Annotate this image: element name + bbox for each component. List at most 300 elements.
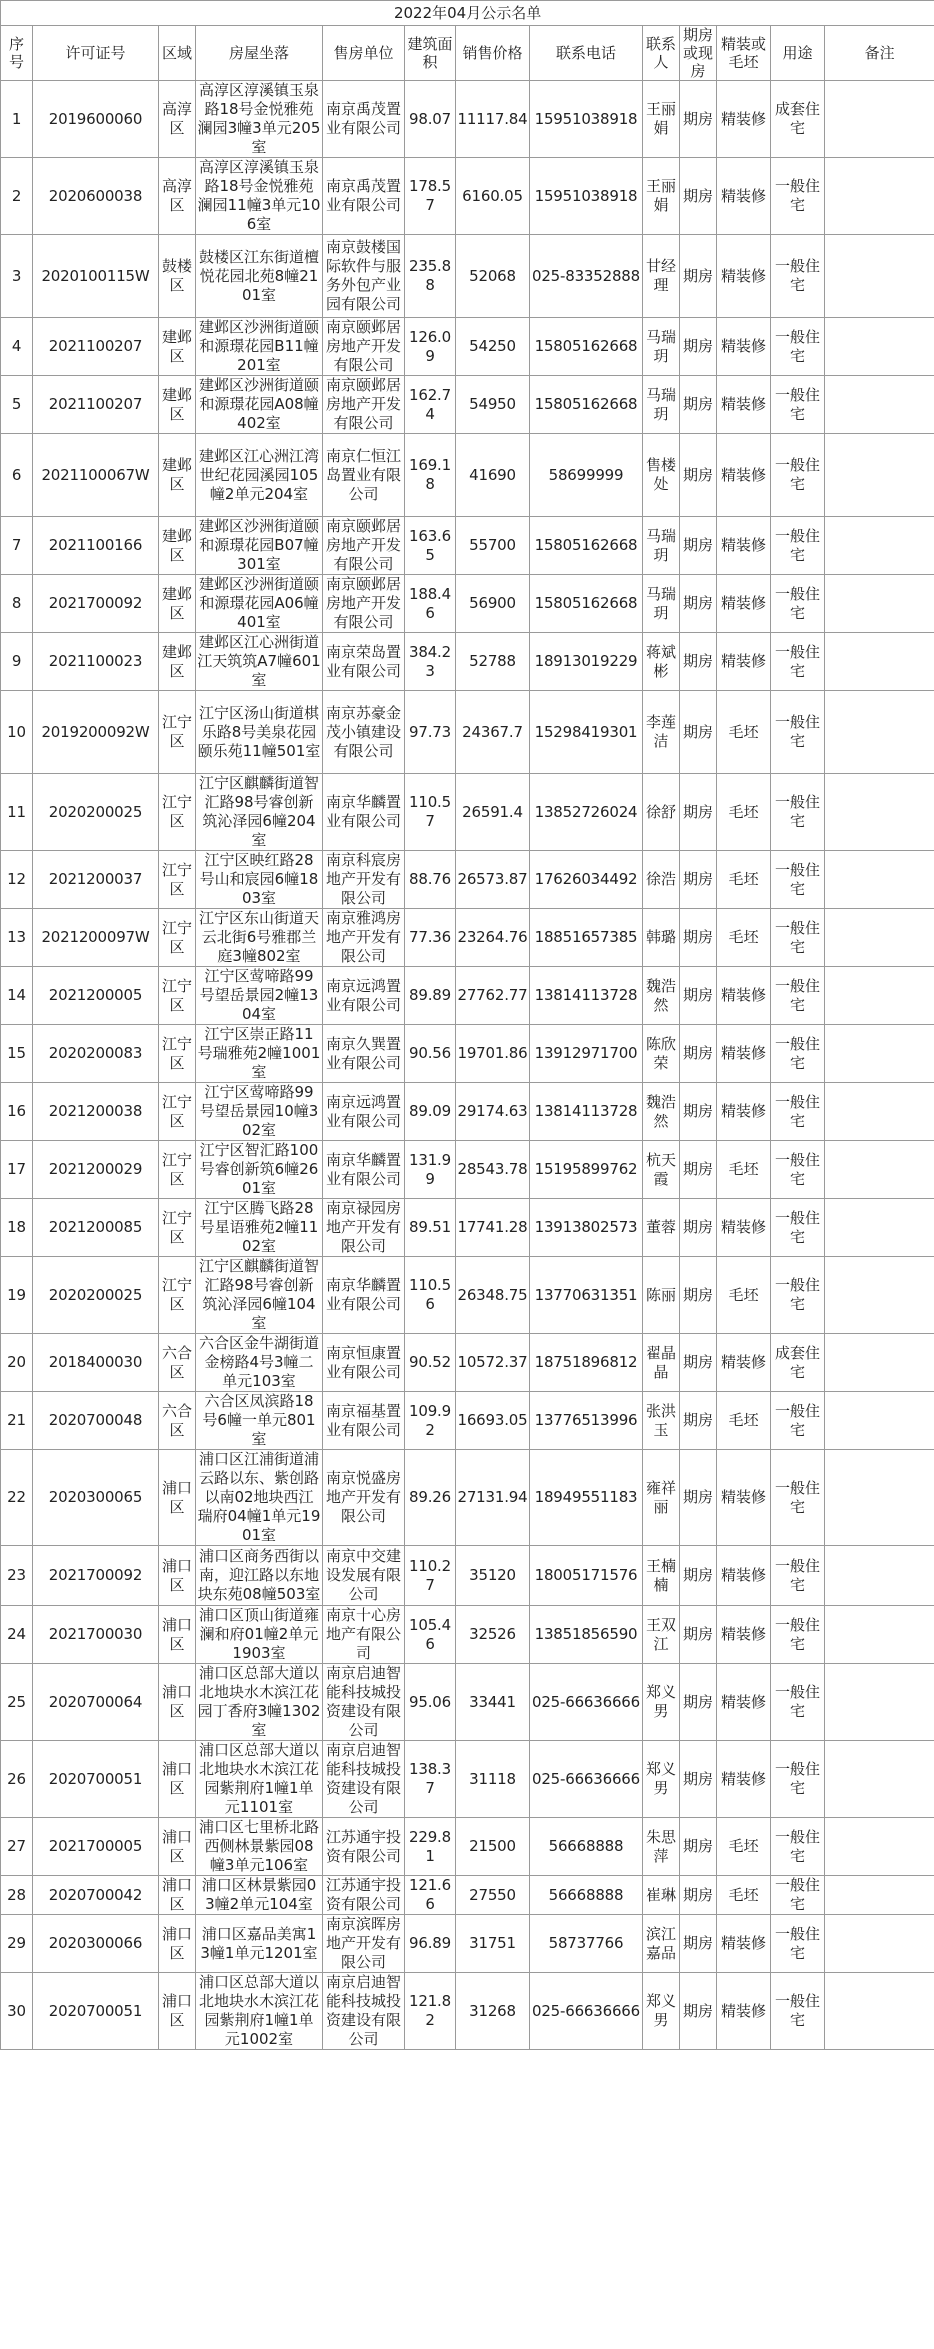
cell-no: 29: [1, 1915, 33, 1973]
cell-price: 27762.77: [456, 967, 530, 1025]
table-row: [1, 691, 934, 774]
cell-seller: 南京久巽置业有限公司: [323, 1025, 405, 1083]
cell-usage: 一般住宅: [771, 691, 825, 774]
cell-seller: 南京仁恒江岛置业有限公司: [323, 434, 405, 517]
cell-phone: 58737766: [530, 1915, 643, 1973]
cell-address: 浦口区江浦街道浦云路以东、紫创路以南02地块西江瑞府04幢1单元1901室: [196, 1450, 323, 1546]
header-seller: 售房单位: [323, 26, 405, 81]
cell-stage: 期房: [680, 851, 717, 909]
cell-no: 25: [1, 1664, 33, 1741]
cell-area: 229.81: [405, 1818, 456, 1876]
cell-area: 109.92: [405, 1392, 456, 1450]
cell-usage: 一般住宅: [771, 376, 825, 434]
cell-price: 31118: [456, 1741, 530, 1818]
cell-stage: 期房: [680, 1083, 717, 1141]
cell-district: 江宁区: [159, 1257, 196, 1334]
cell-seller: 南京荣岛置业有限公司: [323, 633, 405, 691]
cell-no: 4: [1, 318, 33, 376]
cell-address: 建邺区江心洲街道江天筑筑A7幢601室: [197, 633, 321, 689]
cell-area: 131.99: [405, 1141, 456, 1199]
cell-phone: 13851856590: [530, 1606, 643, 1664]
cell-address: 江宁区汤山街道棋乐路8号美泉花园颐乐苑11幢501室: [196, 691, 323, 774]
cell-no: 11: [1, 774, 33, 851]
cell-price: 52788: [456, 633, 530, 691]
cell-area: 90.52: [405, 1334, 456, 1392]
cell-usage: 一般住宅: [771, 1546, 825, 1606]
cell-phone: 13776513996: [530, 1392, 643, 1450]
cell-phone: 13770631351: [530, 1257, 643, 1334]
cell-seller: 南京中交建设发展有限公司: [323, 1546, 405, 1606]
cell-district: 浦口区: [159, 1546, 196, 1606]
table-row: [1, 318, 934, 376]
cell-contact: 张洪玉: [643, 1392, 680, 1450]
table-row: [1, 1664, 934, 1741]
cell-phone: 15805162668: [530, 517, 643, 575]
cell-contact: 王丽娟: [643, 158, 680, 235]
cell-finish: 精装修: [717, 1334, 771, 1392]
cell-finish: 毛坯: [717, 851, 771, 909]
cell-district: 高淳区: [159, 81, 196, 158]
table-row: [1, 1546, 934, 1606]
cell-no: 5: [1, 376, 33, 434]
cell-stage: 期房: [680, 1199, 717, 1257]
cell-address: 六合区金牛湖街道金榜路4号3幢二单元103室: [196, 1334, 323, 1392]
cell-usage: 一般住宅: [771, 1450, 825, 1546]
cell-no: 14: [1, 967, 33, 1025]
cell-no: 7: [1, 517, 33, 575]
cell-stage: 期房: [680, 1876, 717, 1915]
cell-contact: 杭天霞: [643, 1141, 680, 1199]
cell-usage: 一般住宅: [771, 1818, 825, 1876]
cell-stage: 期房: [680, 1741, 717, 1818]
cell-no: 28: [1, 1876, 33, 1915]
cell-contact: 王双江: [643, 1606, 680, 1664]
cell-usage: 一般住宅: [771, 575, 825, 633]
cell-area: 77.36: [405, 909, 456, 967]
cell-area: 110.57: [405, 774, 456, 851]
cell-stage: 期房: [680, 1025, 717, 1083]
cell-note: [825, 1199, 934, 1257]
cell-no: 16: [1, 1083, 33, 1141]
cell-address: 建邺区沙洲街道颐和源璟花园B07幢301室: [196, 517, 323, 575]
cell-stage: 期房: [680, 517, 717, 575]
cell-stage: 期房: [680, 1606, 717, 1664]
cell-area: 126.09: [405, 318, 456, 376]
cell-usage: 一般住宅: [771, 851, 825, 909]
cell-no: 6: [1, 434, 33, 517]
header-area: 建筑面积: [405, 26, 456, 81]
cell-contact: 郑义男: [643, 1973, 680, 2050]
cell-no: 2: [1, 158, 33, 235]
cell-address: 江宁区映红路28号山和宸园6幢1803室: [196, 851, 323, 909]
cell-area: 88.76: [405, 851, 456, 909]
cell-contact: 售楼处: [643, 434, 680, 517]
cell-address: 鼓楼区江东街道檀悦花园北苑8幢2101室: [196, 235, 323, 318]
cell-contact: 魏浩然: [643, 967, 680, 1025]
cell-price: 17741.28: [456, 1199, 530, 1257]
cell-finish: 精装修: [717, 517, 771, 575]
cell-seller: 南京启迪智能科技城投资建设有限公司: [323, 1973, 405, 2050]
cell-price: 27550: [456, 1876, 530, 1915]
table-row: [1, 1199, 934, 1257]
cell-district: 六合区: [159, 1392, 196, 1450]
cell-stage: 期房: [680, 235, 717, 318]
cell-phone: 15805162668: [530, 318, 643, 376]
cell-address: 六合区凤滨路18号6幢一单元801室: [196, 1392, 323, 1450]
cell-usage: 一般住宅: [771, 909, 825, 967]
cell-phone: 18751896812: [530, 1334, 643, 1392]
cell-contact: 韩璐: [643, 909, 680, 967]
cell-usage: 一般住宅: [771, 318, 825, 376]
cell-address: 浦口区总部大道以北地块水木滨江花园紫荆府1幢1单元1002室: [196, 1973, 323, 2050]
cell-note: [825, 318, 934, 376]
cell-note: [825, 967, 934, 1025]
cell-note: [825, 774, 934, 851]
table-row: [1, 633, 934, 691]
cell-no: 13: [1, 909, 33, 967]
cell-price: 56900: [456, 575, 530, 633]
cell-usage: 一般住宅: [771, 517, 825, 575]
cell-price: 55700: [456, 517, 530, 575]
cell-contact: 马瑞玥: [643, 575, 680, 633]
cell-district: 高淳区: [159, 158, 196, 235]
cell-usage: 一般住宅: [771, 1141, 825, 1199]
cell-note: [825, 691, 934, 774]
cell-finish: 毛坯: [717, 1392, 771, 1450]
cell-no: 1: [1, 81, 33, 158]
header-row: [1, 26, 934, 81]
cell-price: 23264.76: [456, 909, 530, 967]
cell-contact: 马瑞玥: [643, 517, 680, 575]
cell-address: 江宁区麒麟街道智汇路98号睿创新筑沁泽园6幢204室: [196, 774, 323, 851]
cell-phone: 15805162668: [530, 575, 643, 633]
cell-phone: 025-66636666: [530, 1741, 643, 1818]
cell-usage: 一般住宅: [771, 1664, 825, 1741]
cell-price: 11117.84: [456, 81, 530, 158]
cell-note: [825, 376, 934, 434]
cell-note: [825, 851, 934, 909]
cell-usage: 一般住宅: [771, 1973, 825, 2050]
header-no: 序号: [1, 26, 33, 81]
table-row: [1, 774, 934, 851]
cell-usage: 一般住宅: [771, 235, 825, 318]
cell-price: 6160.05: [456, 158, 530, 235]
cell-area: 110.27: [405, 1546, 456, 1606]
table-title: 2022年04月公示名单: [1, 1, 934, 26]
cell-contact: 马瑞玥: [643, 318, 680, 376]
cell-stage: 期房: [680, 909, 717, 967]
cell-district: 江宁区: [159, 1083, 196, 1141]
table-row: [1, 158, 934, 235]
cell-stage: 期房: [680, 1141, 717, 1199]
cell-contact: 崔琳: [643, 1876, 680, 1915]
cell-area: 97.73: [405, 691, 456, 774]
cell-usage: 一般住宅: [771, 1915, 825, 1973]
cell-price: 54250: [456, 318, 530, 376]
cell-stage: 期房: [680, 774, 717, 851]
cell-stage: 期房: [680, 376, 717, 434]
cell-price: 32526: [456, 1606, 530, 1664]
cell-license: 2020600038: [33, 158, 159, 235]
cell-area: 121.82: [405, 1973, 456, 2050]
cell-usage: 一般住宅: [771, 774, 825, 851]
cell-seller: 南京华麟置业有限公司: [323, 1257, 405, 1334]
cell-no: 27: [1, 1818, 33, 1876]
cell-stage: 期房: [680, 1257, 717, 1334]
header-contact: 联系人: [643, 26, 680, 81]
cell-phone: 56668888: [530, 1876, 643, 1915]
cell-price: 27131.94: [456, 1450, 530, 1546]
cell-address: 江宁区腾飞路28号星语雅苑2幢1102室: [196, 1199, 323, 1257]
cell-district: 建邺区: [159, 318, 196, 376]
cell-address: 建邺区沙洲街道颐和源璟花园A08幢402室: [196, 376, 323, 434]
cell-district: 建邺区: [159, 575, 196, 633]
cell-license: 2020100115W: [33, 235, 159, 318]
cell-finish: 毛坯: [717, 774, 771, 851]
cell-license: 2021100023: [33, 633, 159, 691]
cell-price: 28543.78: [456, 1141, 530, 1199]
cell-note: [825, 1973, 934, 2050]
cell-no: 22: [1, 1450, 33, 1546]
cell-finish: 精装修: [717, 1083, 771, 1141]
cell-phone: 18851657385: [530, 909, 643, 967]
cell-contact: 蒋斌彬: [643, 633, 680, 691]
cell-contact: 滨江嘉品: [643, 1915, 680, 1973]
cell-stage: 期房: [680, 967, 717, 1025]
table-row: [1, 1083, 934, 1141]
cell-seller: 南京颐邺居房地产开发有限公司: [323, 517, 405, 575]
cell-finish: 精装修: [717, 376, 771, 434]
cell-area: 121.66: [405, 1876, 456, 1915]
cell-district: 江宁区: [159, 774, 196, 851]
cell-note: [825, 1141, 934, 1199]
cell-seller: 南京华麟置业有限公司: [323, 774, 405, 851]
cell-stage: 期房: [680, 1334, 717, 1392]
cell-district: 江宁区: [159, 909, 196, 967]
table-row: [1, 967, 934, 1025]
cell-seller: 南京雅鸿房地产开发有限公司: [323, 909, 405, 967]
cell-finish: 精装修: [717, 235, 771, 318]
header-stage: 期房或现房: [680, 26, 717, 81]
cell-license: 2019600060: [33, 81, 159, 158]
cell-district: 江宁区: [159, 967, 196, 1025]
cell-price: 29174.63: [456, 1083, 530, 1141]
cell-note: [825, 434, 934, 517]
cell-usage: 一般住宅: [771, 1606, 825, 1664]
cell-district: 浦口区: [159, 1450, 196, 1546]
table-row: [1, 1392, 934, 1450]
cell-phone: 13913802573: [530, 1199, 643, 1257]
cell-license: 2021200029: [33, 1141, 159, 1199]
table-row: [1, 517, 934, 575]
header-price: 销售价格: [456, 26, 530, 81]
cell-note: [825, 158, 934, 235]
cell-license: 2020300066: [33, 1915, 159, 1973]
cell-price: 33441: [456, 1664, 530, 1741]
cell-phone: 15951038918: [530, 158, 643, 235]
cell-address: 建邺区沙洲街道颐和源璟花园B11幢201室: [196, 318, 323, 376]
cell-license: 2021100207: [33, 376, 159, 434]
cell-note: [825, 1741, 934, 1818]
cell-no: 3: [1, 235, 33, 318]
cell-area: 384.23: [405, 633, 456, 691]
cell-finish: 精装修: [717, 318, 771, 376]
cell-stage: 期房: [680, 691, 717, 774]
cell-license: 2021200038: [33, 1083, 159, 1141]
cell-stage: 期房: [680, 1818, 717, 1876]
cell-license: 2020700051: [33, 1741, 159, 1818]
cell-license: 2021200005: [33, 967, 159, 1025]
cell-price: 31268: [456, 1973, 530, 2050]
cell-seller: 南京福基置业有限公司: [323, 1392, 405, 1450]
table-row: [1, 376, 934, 434]
cell-area: 98.07: [405, 81, 456, 158]
cell-seller: 南京颐邺居房地产开发有限公司: [323, 376, 405, 434]
cell-stage: 期房: [680, 1392, 717, 1450]
cell-finish: 精装修: [717, 1915, 771, 1973]
table-row: [1, 434, 934, 517]
cell-phone: 13814113728: [530, 1083, 643, 1141]
cell-area: 138.37: [405, 1741, 456, 1818]
header-note: 备注: [825, 26, 934, 81]
table-row: [1, 1876, 934, 1915]
cell-address: 江宁区莺啼路99号望岳景园10幢302室: [196, 1083, 323, 1141]
cell-address: 高淳区淳溪镇玉泉路18号金悦雅苑澜园3幢3单元205室: [196, 81, 323, 158]
cell-phone: 13852726024: [530, 774, 643, 851]
cell-district: 浦口区: [159, 1606, 196, 1664]
cell-phone: 18949551183: [530, 1450, 643, 1546]
cell-contact: 董蓉: [643, 1199, 680, 1257]
cell-no: 26: [1, 1741, 33, 1818]
cell-license: 2021100067W: [33, 434, 159, 517]
cell-contact: 朱思萍: [643, 1818, 680, 1876]
cell-note: [825, 1257, 934, 1334]
cell-seller: 南京十心房地产有限公司: [323, 1606, 405, 1664]
cell-phone: 18913019229: [530, 633, 643, 691]
cell-finish: 毛坯: [717, 1141, 771, 1199]
cell-finish: 精装修: [717, 1199, 771, 1257]
cell-address: 高淳区淳溪镇玉泉路18号金悦雅苑 澜园11幢3单元106室: [196, 158, 323, 235]
cell-contact: 雍祥丽: [643, 1450, 680, 1546]
cell-phone: 18005171576: [530, 1546, 643, 1606]
cell-price: 54950: [456, 376, 530, 434]
cell-area: 95.06: [405, 1664, 456, 1741]
cell-district: 浦口区: [159, 1915, 196, 1973]
cell-district: 浦口区: [159, 1741, 196, 1818]
table-row: [1, 1915, 934, 1973]
cell-license: 2020700051: [33, 1973, 159, 2050]
cell-price: 31751: [456, 1915, 530, 1973]
cell-usage: 一般住宅: [771, 158, 825, 235]
cell-no: 15: [1, 1025, 33, 1083]
cell-usage: 一般住宅: [771, 434, 825, 517]
cell-note: [825, 81, 934, 158]
cell-price: 26573.87: [456, 851, 530, 909]
cell-price: 41690: [456, 434, 530, 517]
cell-contact: 郑义男: [643, 1664, 680, 1741]
cell-seller: 南京颐邺居房地产开发有限公司: [323, 575, 405, 633]
cell-license: 2021200085: [33, 1199, 159, 1257]
cell-area: 89.51: [405, 1199, 456, 1257]
cell-seller: 江苏通宇投资有限公司: [323, 1876, 405, 1915]
cell-no: 9: [1, 633, 33, 691]
table-row: [1, 1818, 934, 1876]
cell-seller: 江苏通宇投资有限公司: [323, 1818, 405, 1876]
table-row: [1, 1973, 934, 2050]
cell-address: 浦口区顶山街道雍澜和府01幢2单元1903室: [196, 1606, 323, 1664]
cell-no: 21: [1, 1392, 33, 1450]
cell-address: 浦口区总部大道以北地块水木滨江花园紫荆府1幢1单元1101室: [196, 1741, 323, 1818]
cell-seller: 南京科宸房地产开发有限公司: [323, 851, 405, 909]
cell-address: 江宁区麒麟街道智汇路98号睿创新筑沁泽园6幢104室: [196, 1257, 323, 1334]
cell-seller: 南京苏豪金茂小镇建设有限公司: [323, 691, 405, 774]
cell-note: [825, 1818, 934, 1876]
cell-license: 2021700092: [33, 575, 159, 633]
cell-area: 169.18: [405, 434, 456, 517]
table-row: [1, 235, 934, 318]
cell-license: 2020200083: [33, 1025, 159, 1083]
cell-address: 江宁区崇正路11号瑞雅苑2幢1001室: [196, 1025, 323, 1083]
cell-usage: 一般住宅: [771, 1025, 825, 1083]
cell-address: 浦口区七里桥北路西侧林景紫园08幢3单元106室: [196, 1818, 323, 1876]
cell-contact: 陈丽: [643, 1257, 680, 1334]
cell-area: 110.56: [405, 1257, 456, 1334]
cell-phone: 025-66636666: [530, 1973, 643, 2050]
cell-license: 2021200097W: [33, 909, 159, 967]
cell-district: 浦口区: [159, 1664, 196, 1741]
table-row: [1, 575, 934, 633]
cell-license: 2021100207: [33, 318, 159, 376]
cell-note: [825, 909, 934, 967]
cell-district: 浦口区: [159, 1818, 196, 1876]
cell-stage: 期房: [680, 318, 717, 376]
table-row: [1, 1606, 934, 1664]
cell-phone: 15805162668: [530, 376, 643, 434]
cell-address: 江宁区智汇路100号睿创新筑6幢2601室: [196, 1141, 323, 1199]
cell-note: [825, 1876, 934, 1915]
cell-area: 96.89: [405, 1915, 456, 1973]
cell-finish: 精装修: [717, 1664, 771, 1741]
cell-contact: 魏浩然: [643, 1083, 680, 1141]
cell-no: 8: [1, 575, 33, 633]
cell-stage: 期房: [680, 158, 717, 235]
cell-area: 89.26: [405, 1450, 456, 1546]
cell-contact: 徐舒: [643, 774, 680, 851]
cell-license: 2020300065: [33, 1450, 159, 1546]
cell-phone: 15298419301: [530, 691, 643, 774]
cell-district: 鼓楼区: [159, 235, 196, 318]
cell-address: 江宁区东山街道天云北街6号雅郡兰庭3幢802室: [196, 909, 323, 967]
cell-license: 2018400030: [33, 1334, 159, 1392]
cell-stage: 期房: [680, 1450, 717, 1546]
cell-license: 2020700064: [33, 1664, 159, 1741]
cell-seller: 南京颐邺居房地产开发有限公司: [323, 318, 405, 376]
cell-price: 52068: [456, 235, 530, 318]
cell-phone: 58699999: [530, 434, 643, 517]
cell-seller: 南京恒康置业有限公司: [323, 1334, 405, 1392]
cell-address: 江宁区莺啼路99号望岳景园2幢1304室: [196, 967, 323, 1025]
cell-contact: 马瑞玥: [643, 376, 680, 434]
cell-note: [825, 575, 934, 633]
cell-finish: 精装修: [717, 967, 771, 1025]
cell-note: [825, 1392, 934, 1450]
cell-district: 浦口区: [159, 1973, 196, 2050]
cell-usage: 一般住宅: [771, 1392, 825, 1450]
cell-area: 90.56: [405, 1025, 456, 1083]
cell-phone: 17626034492: [530, 851, 643, 909]
cell-contact: 翟晶晶: [643, 1334, 680, 1392]
cell-district: 江宁区: [159, 1141, 196, 1199]
